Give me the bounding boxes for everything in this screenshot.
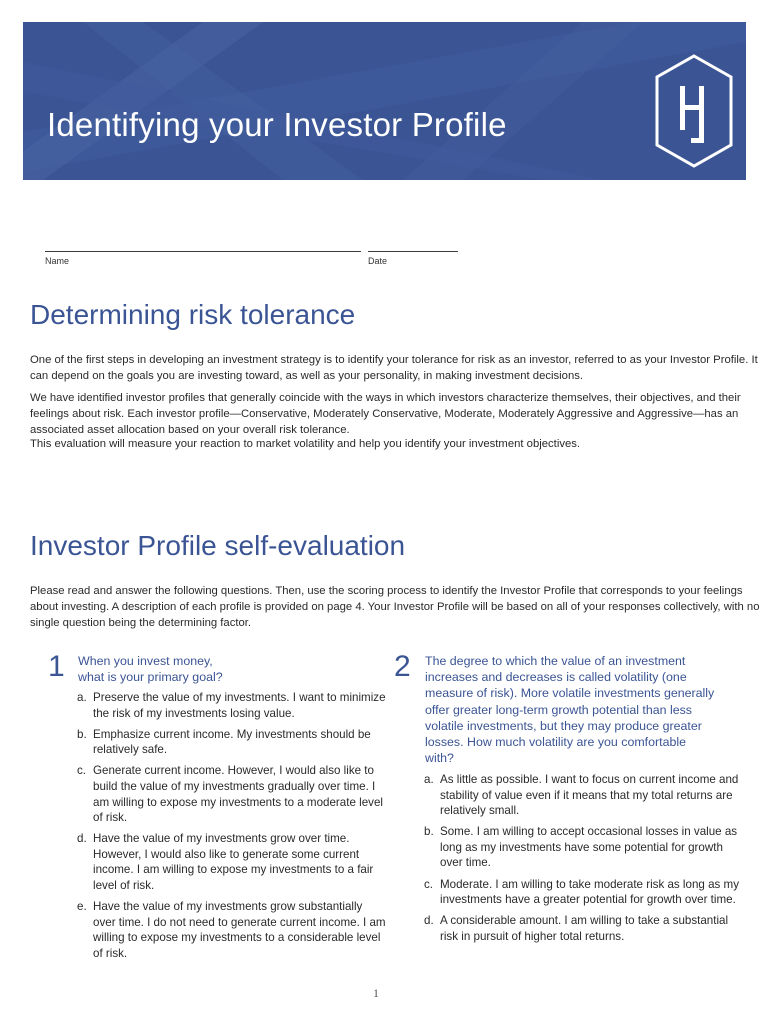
question-1-option-d[interactable] xyxy=(77,831,387,893)
option-letter: e. xyxy=(77,900,87,914)
option-letter: a. xyxy=(77,691,87,704)
question-2-text: The degree to which the value of an investment increases and decreases is called volatility (one measure of risk). More volatile investments generally offer greater long-term growth potential than less volatile investments, but they may produce greater losses. How much volatility are you comfortable with? xyxy=(425,654,715,766)
question-1-text: When you invest money, what is your primary goal? xyxy=(78,654,223,685)
question-2-option-d[interactable] xyxy=(424,913,744,944)
question-2-number: 2 xyxy=(394,650,411,683)
option-letter: b. xyxy=(424,825,434,839)
option-letter: b. xyxy=(77,727,87,741)
question-2-option-a[interactable] xyxy=(424,772,744,819)
risk-tolerance-heading: Determining risk tolerance xyxy=(30,299,356,330)
hexagon-hj-logo-icon xyxy=(653,52,735,170)
risk-paragraph-2: We have identified investor profiles that generally coincide with the ways in which investors characterize themselves, their objectives, and their feelings about risk. Each investor profile—Conservative, Moderately Conservative, Moderate, Moderately Aggressive and Aggressive—has an associated asset allocation based on your overall risk tolerance. xyxy=(30,392,741,436)
banner-background-pattern xyxy=(23,22,746,180)
option-text: Have the value of my investments grow over time. However, I would also like to generate some current income. I am willing to expose my investments to a fair level of risk. xyxy=(93,832,374,893)
name-label: Name xyxy=(45,256,70,266)
option-text: Some. I am willing to accept occasional losses in value as long as my investments have some potential for growth over time. xyxy=(440,825,738,870)
risk-paragraph-3: This evaluation will measure your reaction to market volatility and help you identify your investment objectives. xyxy=(30,438,581,450)
question-1-option-e[interactable] xyxy=(77,899,387,961)
question-2-options xyxy=(424,772,744,950)
option-letter: d. xyxy=(77,832,87,846)
self-evaluation-intro: Please read and answer the following questions. Then, use the scoring process to identify the Investor Profile that corresponds to your feelings about investing. A description of each profile is provided on page 4. Your Investor Profile will be based on all of your responses collectively, with no single question being the determining factor. xyxy=(30,585,760,629)
question-2-option-b[interactable] xyxy=(424,824,744,871)
option-letter: c. xyxy=(77,764,87,778)
option-letter: c. xyxy=(424,877,434,891)
name-signature-line[interactable] xyxy=(45,251,361,252)
date-label: Date xyxy=(368,256,388,266)
option-text: Generate current income. However, I would also like to build the value of my investments gradually over time. I am willing to expose my investments to a moderate level of risk. xyxy=(93,764,383,825)
question-1-number: 1 xyxy=(48,650,65,683)
option-letter: a. xyxy=(424,773,434,786)
risk-paragraph-1: One of the first steps in developing an investment strategy is to identify your tolerance for risk as an investor, referred to as your Investor Profile. It can depend on the goals you are investing toward, as well as your personality, in making investment decisions. xyxy=(30,354,758,382)
option-text: As little as possible. I want to focus on current income and stability of value even if it means that my total returns are relatively small. xyxy=(440,773,739,818)
date-signature-line[interactable] xyxy=(368,251,458,252)
option-text: Moderate. I am willing to take moderate risk as long as my investments have a greater potential for growth over time. xyxy=(440,877,739,907)
page-title: Identifying your Investor Profile xyxy=(47,106,507,143)
self-evaluation-heading: Investor Profile self-evaluation xyxy=(30,530,406,561)
header-banner xyxy=(23,22,746,180)
question-1-options xyxy=(77,690,387,967)
question-2-option-c[interactable] xyxy=(424,877,744,908)
question-1-option-a[interactable] xyxy=(77,690,387,721)
page-number: 1 xyxy=(373,986,379,1000)
option-text: Preserve the value of my investments. I want to minimize the risk of my investments losing value. xyxy=(93,691,386,720)
option-letter: d. xyxy=(424,914,434,928)
question-1-option-b[interactable] xyxy=(77,727,387,758)
option-text: A considerable amount. I am willing to take a substantial risk in pursuit of higher total returns. xyxy=(440,914,729,943)
option-text: Emphasize current income. My investments should be relatively safe. xyxy=(93,727,371,757)
question-1-option-c[interactable] xyxy=(77,763,387,825)
option-text: Have the value of my investments grow substantially over time. I do not need to generate current income. I am willing to expose my investments to a considerable level of risk. xyxy=(93,900,386,960)
